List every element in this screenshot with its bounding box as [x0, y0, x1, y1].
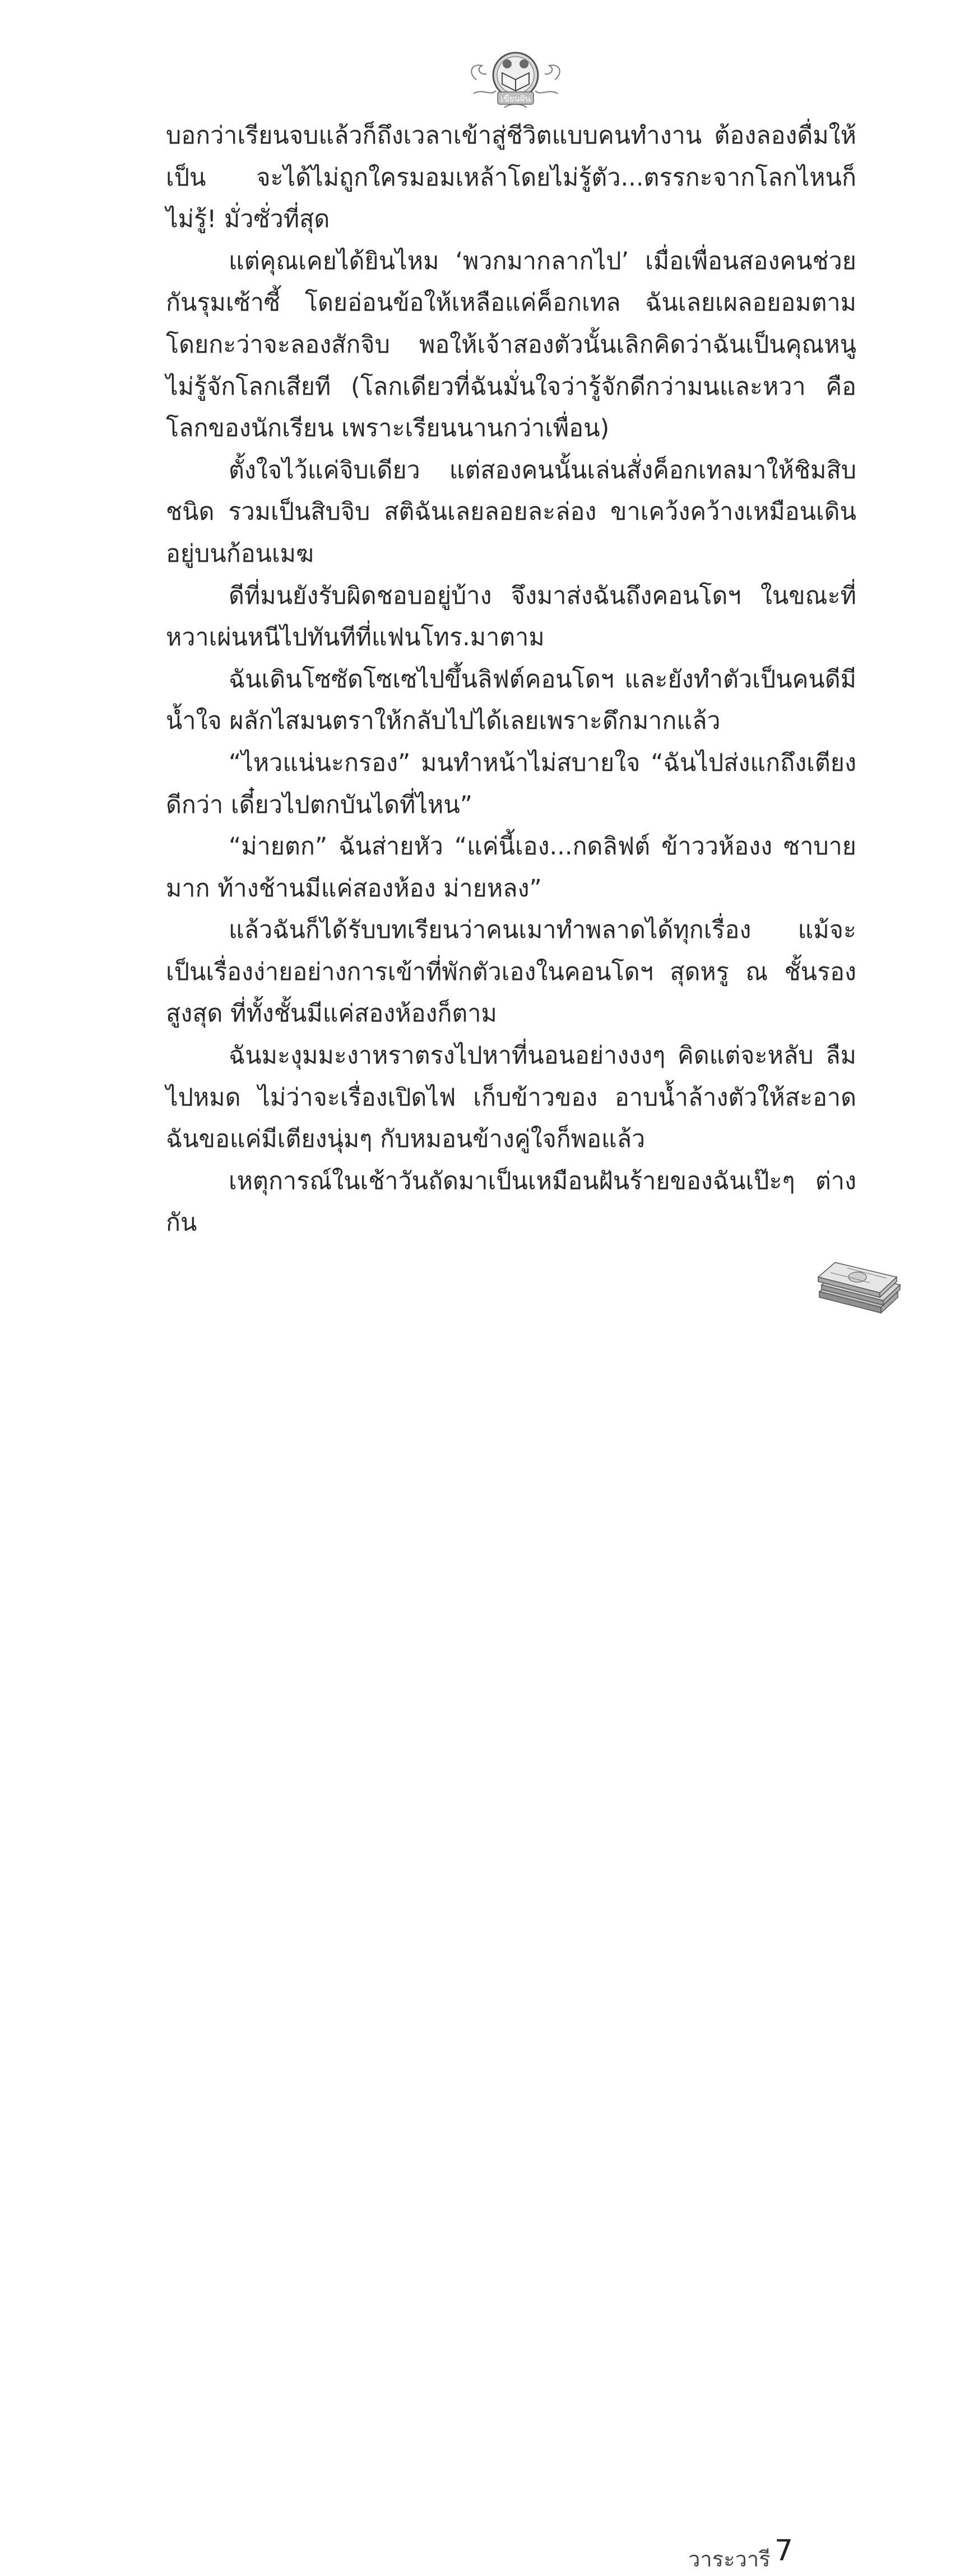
paragraph: ฉันมะงุมมะงาหราตรงไปหาที่นอนอย่างงงๆ คิดแต่จะหลับ ลืมไปหมด ไม่ว่าจะเรื่องเปิดไฟ เก็บข้าวของ อาบน้ำล้างตัวให้สะอาด ฉันขอแค่มีเตียงนุ่มๆ กับหมอนข้างคู่ใจก็พอแล้ว	[166, 1042, 856, 1154]
paragraph: ฉันเดินโซซัดโซเซไปขึ้นลิฟต์คอนโดฯ และยังทำตัวเป็นคนดีมีน้ำใจ ผลักไสมนตราให้กลับไปได้เลยเพราะดึกมากแล้ว	[166, 665, 856, 736]
ornamental-crest-icon	[465, 40, 566, 113]
paragraph: “ม่ายตก” ฉันส่ายหัว “แค่นี้เอง...กดลิฟต์ ข้าววห้องง ซาบายมาก ท้างช้านมีแค่สองห้อง ม่ายหลง”	[166, 833, 856, 903]
body-text	[166, 115, 856, 1244]
paragraph: แต่คุณเคยได้ยินไหม ‘พวกมากลากไป’ เมื่อเพื่อนสองคนช่วยกันรุมเซ้าซี้ โดยอ่อนข้อให้เหลือแค่ค็อกเทล ฉันเลยเผลอยอมตาม โดยกะว่าจะลองสักจิบ พอให้เจ้าสองตัวนั้นเลิกคิดว่าฉันเป็นคุณหนูไม่รู้จักโลกเสียที (โลกเดียวที่ฉันมั่นใจว่ารู้จักดีกว่ามนและหวา คือโลกของนักเรียน เพราะเรียนนานกว่าเพื่อน)	[166, 247, 856, 443]
running-title: วาระวารี	[688, 2547, 771, 2572]
paragraph: แล้วฉันก็ได้รับบทเรียนว่าคนเมาทำพลาดได้ทุกเรื่อง แม้จะเป็นเรื่องง่ายอย่างการเข้าที่พักตัวเองในคอนโดฯ สุดหรู ณ ชั้นรองสูงสุด ที่ทั้งชั้นมีแค่สองห้องก็ตาม	[166, 916, 856, 1028]
page-number: 7	[775, 2534, 794, 2568]
paragraph: บอกว่าเรียนจบแล้วก็ถึงเวลาเข้าสู่ชีวิตแบบคนทำงาน ต้องลองดื่มให้เป็น จะได้ไม่ถูกใครมอมเหล้าโดยไม่รู้ตัว...ตรรกะจากโลกไหนก็ไม่รู้! มั่วซั่วที่สุด	[166, 122, 856, 234]
paragraph: ตั้งใจไว้แค่จิบเดียว แต่สองคนนั้นเล่นสั่งค็อกเทลมาให้ชิมสิบชนิด รวมเป็นสิบจิบ สติฉันเลยลอยละล่อง ขาเคว้งคว้างเหมือนเดินอยู่บนก้อนเมฆ	[166, 456, 856, 568]
paragraph: “ไหวแน่นะกรอง” มนทำหน้าไม่สบายใจ “ฉันไปส่งแกถึงเตียงดีกว่า เดี๋ยวไปตกบันไดที่ไหน”	[166, 748, 856, 819]
banknote-stack-icon	[814, 1252, 903, 1320]
paragraph: เหตุการณ์ในเช้าวันถัดมาเป็นเหมือนฝันร้ายของฉันเป๊ะๆ ต่างกัน	[166, 1167, 856, 1237]
paragraph: ดีที่มนยังรับผิดชอบอยู่บ้าง จึงมาส่งฉันถึงคอนโดฯ ในขณะที่หวาเผ่นหนีไปทันทีที่แฟนโทร.มาตาม	[166, 581, 856, 652]
logo-text: เขียนฝัน	[500, 94, 531, 104]
